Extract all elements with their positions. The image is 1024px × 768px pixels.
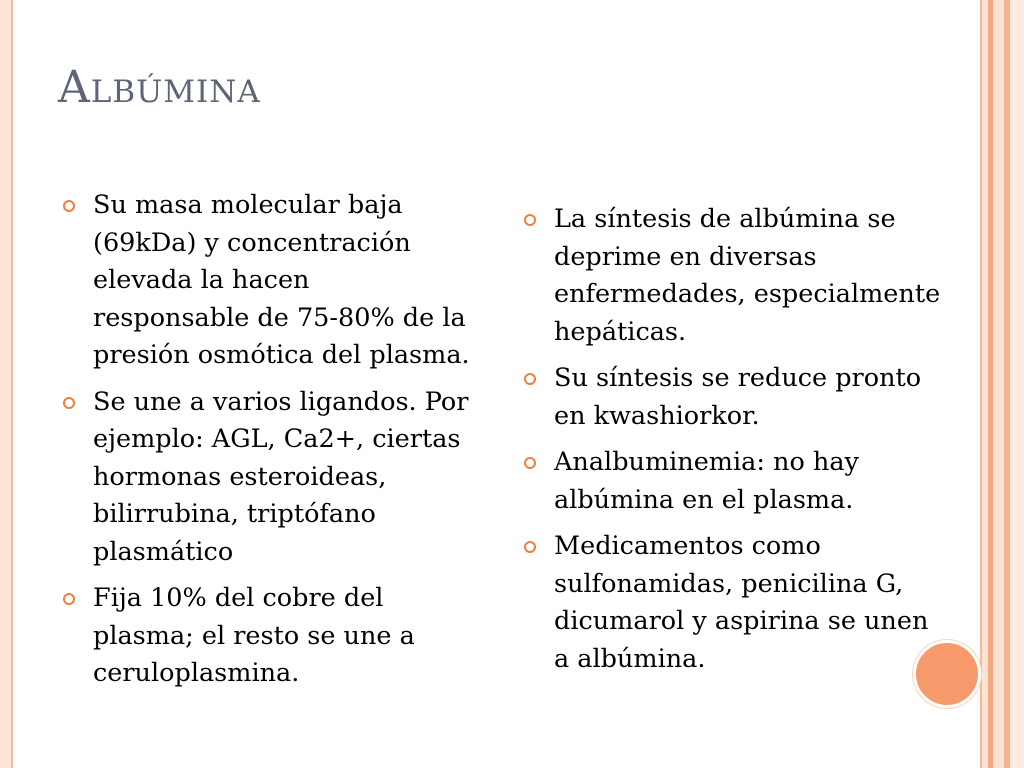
list-item xyxy=(523,201,943,351)
list-item-text: Su masa molecular baja (69kDa) y concentración elevada la hacen responsable de 75-80% de la presión osmótica del plasma. xyxy=(93,190,470,370)
bullet-circle-icon xyxy=(524,214,536,226)
list-item-text: Medicamentos como sulfonamidas, penicilina G, dicumarol y aspirina se unen a albúmina. xyxy=(554,531,929,674)
left-bullet-list xyxy=(62,187,472,693)
list-item-text: Su síntesis se reduce pronto en kwashiorkor. xyxy=(554,363,922,431)
decorative-circle xyxy=(913,640,981,708)
list-item xyxy=(62,580,472,693)
list-item xyxy=(523,444,943,519)
list-item-text: Fija 10% del cobre del plasma; el resto se une a ceruloplasmina. xyxy=(93,583,415,688)
left-border-line xyxy=(11,0,13,768)
bullet-circle-icon xyxy=(524,541,536,553)
list-item-text: La síntesis de albúmina se deprime en diversas enfermedades, especialmente hepáticas. xyxy=(554,204,941,347)
list-item-text: Analbuminemia: no hay albúmina en el plasma. xyxy=(554,447,859,515)
list-item-text: Se une a varios ligandos. Por ejemplo: AGL, Ca2+, ciertas hormonas esteroideas, bilirrubina, triptófano plasmático xyxy=(93,386,469,567)
list-item xyxy=(62,384,472,572)
bullet-circle-icon xyxy=(524,373,536,385)
list-item xyxy=(523,360,943,435)
right-border-stripes xyxy=(976,0,1024,768)
bullet-circle-icon xyxy=(63,200,75,212)
bullet-circle-icon xyxy=(63,397,75,409)
bullet-circle-icon xyxy=(524,457,536,469)
right-stripe xyxy=(993,0,1004,768)
list-item xyxy=(523,528,943,678)
left-column xyxy=(62,187,472,702)
bullet-circle-icon xyxy=(63,593,75,605)
right-column xyxy=(523,201,943,687)
right-stripe xyxy=(1010,0,1024,768)
right-bullet-list xyxy=(523,201,943,678)
list-item xyxy=(62,187,472,375)
slide-title: Albúmina xyxy=(58,62,261,113)
